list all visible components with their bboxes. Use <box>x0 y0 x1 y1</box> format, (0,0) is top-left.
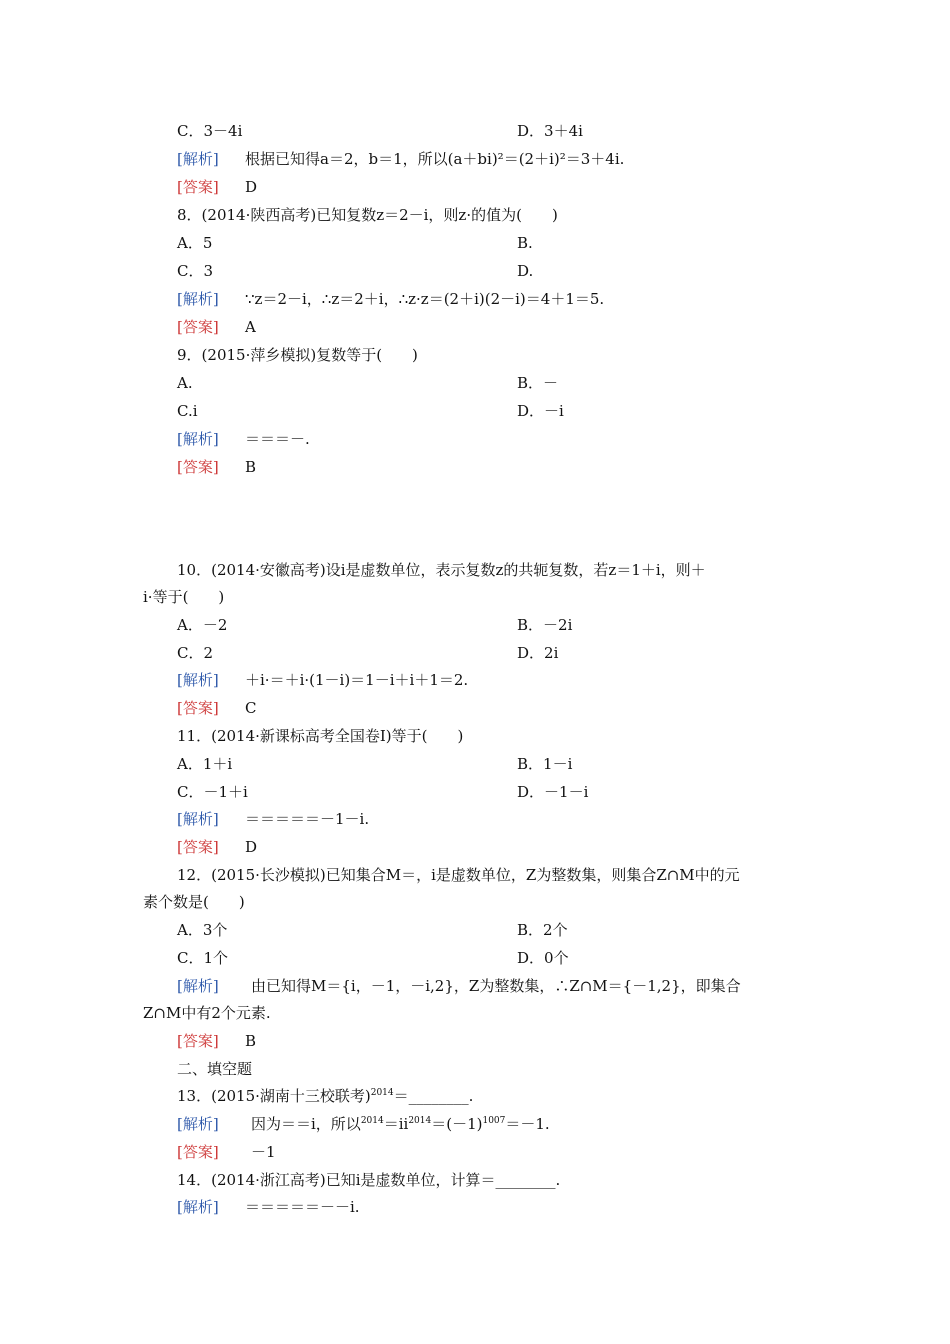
q7-options-cd <box>0 118 950 144</box>
analysis-text: ＝＝＝＝＝－1－i. <box>245 810 370 828</box>
answer-label: [答案] <box>177 178 219 196</box>
stem-part: 13．(2015·湖南十三校联考) <box>177 1087 371 1105</box>
q8-analysis <box>0 286 950 312</box>
q12-stem-line1 <box>0 862 950 888</box>
q8-stem <box>0 202 950 228</box>
question-stem: 9．(2015·萍乡模拟)复数等于( ) <box>177 346 418 364</box>
answer-label: [答案] <box>177 1032 219 1050</box>
q11-stem <box>0 723 950 749</box>
q11-options-cd <box>0 779 950 805</box>
analysis-text <box>251 1111 550 1137</box>
q13-analysis <box>0 1111 950 1137</box>
answer-text: D <box>245 838 258 856</box>
q10-options-cd <box>0 640 950 666</box>
q8-answer <box>0 314 950 340</box>
analysis-label: [解析] <box>177 150 219 168</box>
q12-options-cd <box>0 945 950 971</box>
option-d: D．－1－i <box>517 783 589 801</box>
exponent: 1007 <box>482 1116 506 1126</box>
answer-label: [答案] <box>177 318 219 336</box>
option-a: A．3个 <box>177 921 228 939</box>
answer-text: A <box>245 318 256 336</box>
option-d: D．0个 <box>517 949 569 967</box>
option-c: C．3 <box>177 262 214 280</box>
analysis-text: 根据已知得a＝2，b＝1，所以(a＋bi)²＝(2＋i)²＝3＋4i. <box>245 150 625 168</box>
analysis-part: 因为＝＝i，所以 <box>251 1115 361 1133</box>
option-d: D．－i <box>517 402 564 420</box>
question-stem: 11．(2014·新课标高考全国卷Ⅰ)等于( ) <box>177 727 464 745</box>
q7-answer <box>0 174 950 200</box>
option-a: A．5 <box>177 234 213 252</box>
option-a: A. <box>177 374 193 392</box>
option-d: D．3＋4i <box>517 122 583 140</box>
q12-analysis-line2 <box>0 1000 950 1026</box>
analysis-text: ＝＝＝－. <box>245 430 310 448</box>
q11-options-ab <box>0 751 950 777</box>
question-stem <box>177 1083 473 1109</box>
option-c: C．－1＋i <box>177 783 248 801</box>
exponent: 2014 <box>360 1116 384 1126</box>
analysis-text: ＋i·＝＋i·(1－i)＝1－i＋i＋1＝2. <box>245 671 469 689</box>
q14-analysis <box>0 1194 950 1220</box>
option-b: B．－2i <box>517 616 573 634</box>
analysis-text: ∵z＝2－i，∴z＝2＋i，∴z·z＝(2＋i)(2－i)＝4＋1＝5. <box>245 290 605 308</box>
analysis-label: [解析] <box>177 977 219 995</box>
question-stem: 12．(2015·长沙模拟)已知集合M＝，i是虚数单位，Z为整数集，则集合Z∩M中的元 <box>177 866 740 884</box>
analysis-text: ＝＝＝＝＝－－i. <box>245 1198 360 1216</box>
analysis-text-continued: Z∩M中有2个元素. <box>143 1004 271 1022</box>
question-stem: 8．(2014·陕西高考)已知复数z＝2－i，则z·的值为( ) <box>177 206 558 224</box>
analysis-label: [解析] <box>177 1115 219 1133</box>
answer-text: B <box>245 1032 257 1050</box>
analysis-label: [解析] <box>177 1198 219 1216</box>
analysis-text: 由已知得M＝{i，－1，－i,2}，Z为整数集，∴Z∩M＝{－1,2}，即集合 <box>251 977 741 995</box>
option-b: B．－ <box>517 374 559 392</box>
option-d: D．2i <box>517 644 559 662</box>
q10-options-ab <box>0 612 950 638</box>
answer-text: B <box>245 458 257 476</box>
answer-text: －1 <box>251 1143 276 1161</box>
analysis-label: [解析] <box>177 430 219 448</box>
answer-text: C <box>245 699 257 717</box>
q10-stem-line2 <box>0 584 950 610</box>
analysis-part: ＝－1. <box>505 1115 550 1133</box>
analysis-part: ＝(－1) <box>431 1115 483 1133</box>
section-heading <box>0 1056 950 1082</box>
question-stem: 10．(2014·安徽高考)设i是虚数单位，表示复数z的共轭复数，若z＝1＋i，则＋ <box>177 561 706 579</box>
q11-answer <box>0 834 950 860</box>
analysis-label: [解析] <box>177 810 219 828</box>
q10-answer <box>0 695 950 721</box>
option-a: A．1＋i <box>177 755 233 773</box>
exponent: 2014 <box>370 1088 394 1098</box>
q9-options-ab <box>0 370 950 396</box>
exponent: 2014 <box>408 1116 432 1126</box>
section-title: 二、填空题 <box>177 1060 253 1078</box>
option-b: B. <box>517 234 533 252</box>
answer-label: [答案] <box>177 1143 219 1161</box>
option-c: C．2 <box>177 644 214 662</box>
question-stem: 14．(2014·浙江高考)已知i是虚数单位，计算＝________. <box>177 1171 561 1189</box>
option-c: C．1个 <box>177 949 229 967</box>
analysis-part: ＝ii <box>383 1115 409 1133</box>
q9-analysis <box>0 426 950 452</box>
answer-label: [答案] <box>177 458 219 476</box>
analysis-label: [解析] <box>177 671 219 689</box>
q9-options-cd <box>0 398 950 424</box>
option-c: C．3－4i <box>177 122 243 140</box>
q12-analysis-line1 <box>0 973 950 999</box>
q8-options-ab <box>0 230 950 256</box>
option-b: B．1－i <box>517 755 573 773</box>
stem-part: ＝________. <box>393 1087 474 1105</box>
q7-analysis <box>0 146 950 172</box>
option-b: B．2个 <box>517 921 568 939</box>
q13-answer <box>0 1139 950 1165</box>
q10-stem-line1 <box>0 557 950 583</box>
answer-label: [答案] <box>177 838 219 856</box>
q12-answer <box>0 1028 950 1054</box>
q13-stem <box>0 1083 950 1109</box>
q9-stem <box>0 342 950 368</box>
q8-options-cd <box>0 258 950 284</box>
option-a: A．－2 <box>177 616 228 634</box>
q10-analysis <box>0 667 950 693</box>
answer-text: D <box>245 178 258 196</box>
option-d: D. <box>517 262 534 280</box>
question-stem-continued: 素个数是( ) <box>143 893 245 911</box>
q14-stem <box>0 1167 950 1193</box>
option-c: C.i <box>177 402 198 420</box>
q12-options-ab <box>0 917 950 943</box>
question-stem-continued: i·等于( ) <box>143 588 225 606</box>
analysis-label: [解析] <box>177 290 219 308</box>
q9-answer <box>0 454 950 480</box>
answer-label: [答案] <box>177 699 219 717</box>
q12-stem-line2 <box>0 889 950 915</box>
q11-analysis <box>0 806 950 832</box>
